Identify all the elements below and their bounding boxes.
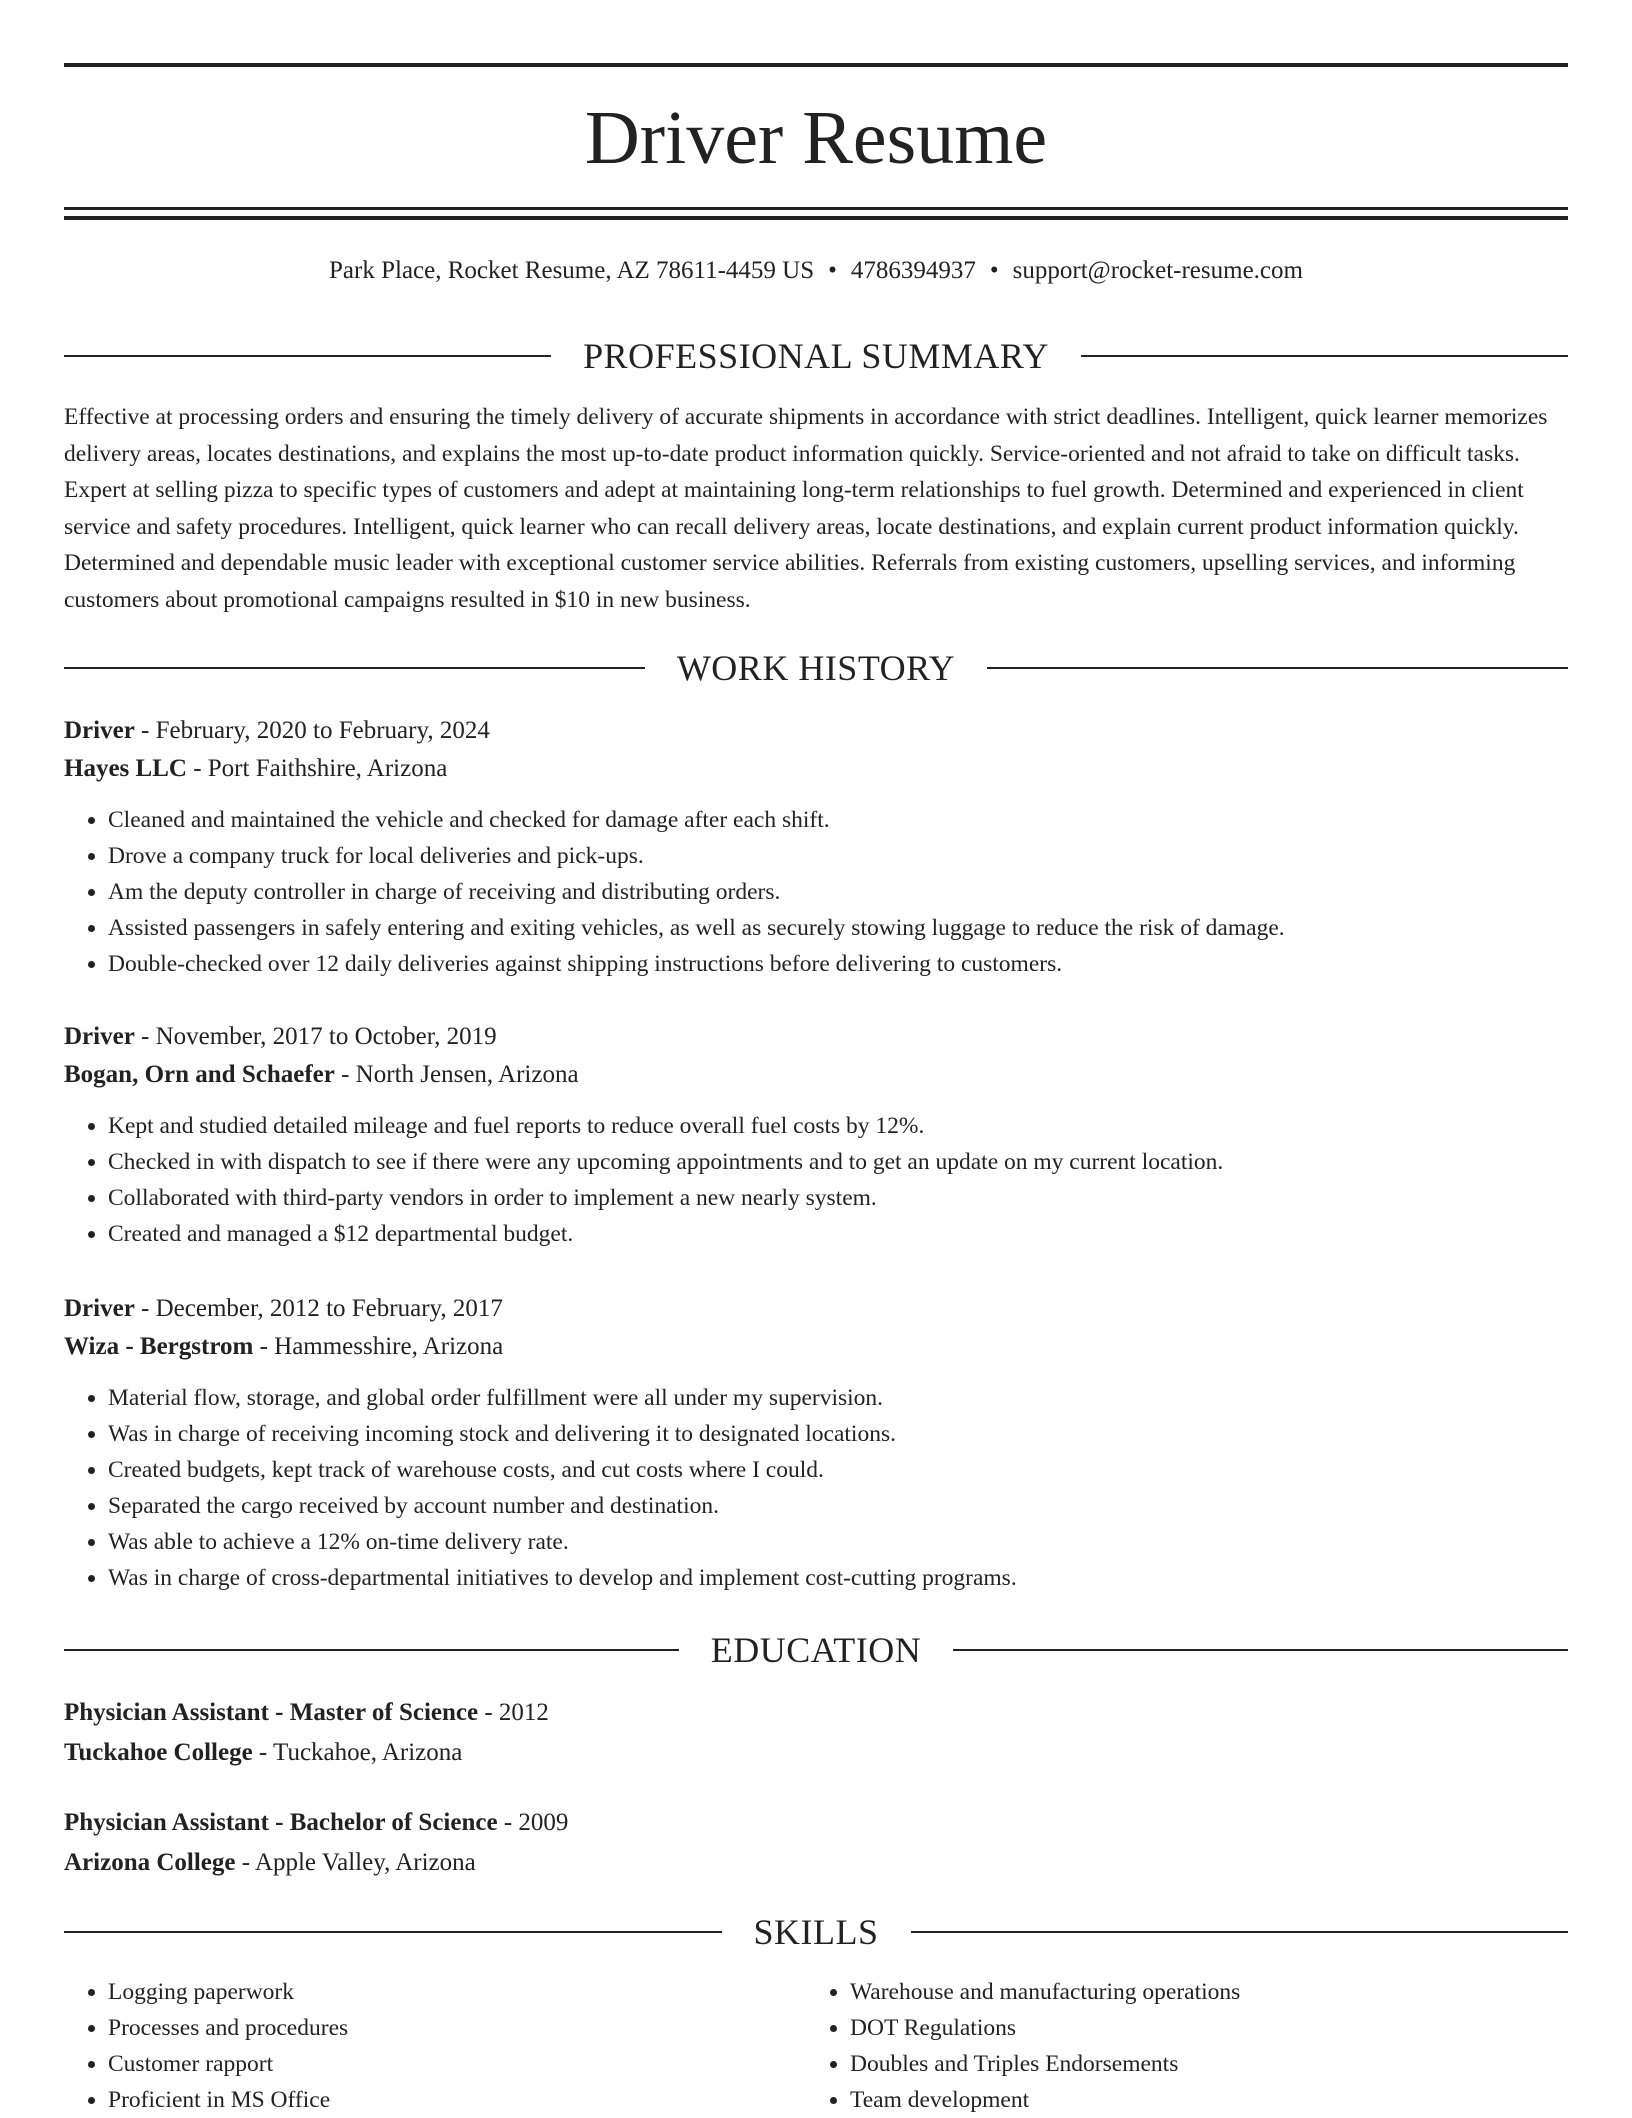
job-bullets [64,1380,1568,1596]
heading-rule-right [911,1931,1569,1933]
section-heading-label: EDUCATION [710,1630,922,1670]
top-rule [64,63,1568,67]
skill-item: • Warehouse and manufacturing operations [850,1974,1506,2010]
job-location: - North Jensen, Arizona [334,1061,579,1088]
job-entry [64,1018,1568,1252]
school-line [64,1733,1568,1773]
skill-item: • Logging paperwork [108,1974,764,2010]
job-bullet: • Created budgets, kept track of warehouse costs, and cut costs where I could. [108,1452,1568,1488]
job-entry [64,1290,1568,1596]
job-dates: - December, 2012 to February, 2017 [134,1295,503,1322]
job-bullet: • Created and managed a $12 departmental budget. [108,1216,1568,1252]
job-bullet: • Drove a company truck for local deliveries and pick-ups. [108,838,1568,874]
degree-name: Physician Assistant - Bachelor of Science [64,1809,498,1836]
job-bullets [64,802,1568,982]
resume-title: Driver Resume [584,96,1048,180]
section-heading-label: SKILLS [753,1912,879,1952]
job-title-line [64,1018,1568,1056]
school-location: - Tuckahoe, Arizona [252,1739,463,1766]
section-heading-summary [64,334,1568,378]
job-bullet: • Collaborated with third-party vendors in order to implement a new nearly system. [108,1180,1568,1216]
job-bullet: • Was able to achieve a 12% on-time delivery rate. [108,1524,1568,1560]
section-heading-work [64,646,1568,690]
job-company: Bogan, Orn and Schaefer [64,1061,335,1088]
heading-rule-right [1081,355,1568,357]
job-dates: - February, 2020 to February, 2024 [134,717,490,744]
skill-item: • DOT Regulations [850,2010,1506,2046]
contact-phone: 4786394937 [850,257,976,284]
education-entry [64,1803,1568,1883]
title-rule-lower [64,216,1568,220]
job-bullet: • Was in charge of cross-departmental initiatives to develop and implement cost-cutting programs. [108,1560,1568,1596]
school-name: Arizona College [64,1849,236,1876]
heading-rule-right [987,667,1568,669]
skill-item: • Processes and procedures [108,2010,764,2046]
job-company-line [64,1328,1568,1366]
degree-year: - 2012 [478,1699,549,1726]
job-company-line [64,1056,1568,1094]
heading-rule-left [64,355,551,357]
job-dates: - November, 2017 to October, 2019 [134,1023,497,1050]
job-company-line [64,750,1568,788]
school-location: - Apple Valley, Arizona [235,1849,476,1876]
heading-rule-right [953,1649,1568,1651]
job-bullet: • Kept and studied detailed mileage and fuel reports to reduce overall fuel costs by 12%. [108,1108,1568,1144]
job-bullet: • Double-checked over 12 daily deliveries against shipping instructions before delivering to customers. [108,946,1568,982]
title-rule-upper [64,207,1568,210]
skills-list [64,1974,764,2118]
education-entry [64,1693,1568,1773]
job-company: Wiza - Bergstrom [64,1333,254,1360]
job-entry [64,712,1568,982]
skill-item: • Customer rapport [108,2046,764,2082]
job-location: - Port Faithshire, Arizona [186,755,448,782]
job-location: - Hammesshire, Arizona [253,1333,504,1360]
job-bullet: • Cleaned and maintained the vehicle and checked for damage after each shift. [108,802,1568,838]
degree-line [64,1693,1568,1733]
job-bullet: • Assisted passengers in safely entering and exiting vehicles, as well as securely stowing luggage to reduce the risk of damage. [108,910,1568,946]
school-name: Tuckahoe College [64,1739,253,1766]
job-title: Driver [64,1023,135,1050]
contact-email: support@rocket-resume.com [1012,257,1303,284]
job-title-line [64,712,1568,750]
heading-rule-left [64,667,645,669]
skills-column-right [806,1974,1506,2118]
summary-paragraph: Effective at processing orders and ensuring the timely delivery of accurate shipments in accordance with strict deadlines. Intelligent, quick learner memorizes delivery areas, locates destinations, and explains the most up-to-date product information quickly. Service-oriented and not afraid to take on difficult tasks. Expert at selling pizza to specific types of customers and adept at maintaining long-term relationships to fuel growth. Determined and experienced in client service and safety procedures. Intelligent, quick learner who can recall delivery areas, locate destinations, and explain current product information quickly. Determined and dependable music leader with exceptional customer service abilities. Referrals from existing customers, upselling services, and informing customers about promotional campaigns resulted in $10 in new business. [64,404,1548,613]
degree-year: - 2009 [497,1809,569,1836]
degree-line [64,1803,1568,1843]
job-bullets [64,1108,1568,1252]
skills-list [806,1974,1506,2118]
contact-separator: • [828,257,837,284]
section-heading-label: PROFESSIONAL SUMMARY [583,336,1049,376]
job-title-line [64,1290,1568,1328]
school-line [64,1843,1568,1883]
skill-item: • Team development [850,2082,1506,2118]
heading-rule-left [64,1649,679,1651]
heading-rule-left [64,1931,722,1933]
contact-address: Park Place, Rocket Resume, AZ 78611-4459 US [329,257,815,284]
contact-separator: • [989,257,999,284]
section-heading-skills [64,1910,1568,1954]
contact-line [64,253,1568,289]
job-company: Hayes LLC [64,755,187,782]
job-bullet: • Am the deputy controller in charge of receiving and distributing orders. [108,874,1568,910]
section-heading-label: WORK HISTORY [676,648,956,688]
skill-item: • Proficient in MS Office [108,2082,764,2118]
job-bullet: • Was in charge of receiving incoming stock and delivering it to designated locations. [108,1416,1568,1452]
section-heading-education [64,1628,1568,1672]
job-title: Driver [64,717,135,744]
job-title: Driver [64,1295,135,1322]
job-bullet: • Separated the cargo received by account number and destination. [108,1488,1568,1524]
skills-column-left [64,1974,764,2118]
degree-name: Physician Assistant - Master of Science [64,1699,479,1726]
job-bullet: • Material flow, storage, and global order fulfillment were all under my supervision. [108,1380,1568,1416]
skill-item: • Doubles and Triples Endorsements [850,2046,1506,2082]
job-bullet: • Checked in with dispatch to see if there were any upcoming appointments and to get an update on my current location. [108,1144,1568,1180]
